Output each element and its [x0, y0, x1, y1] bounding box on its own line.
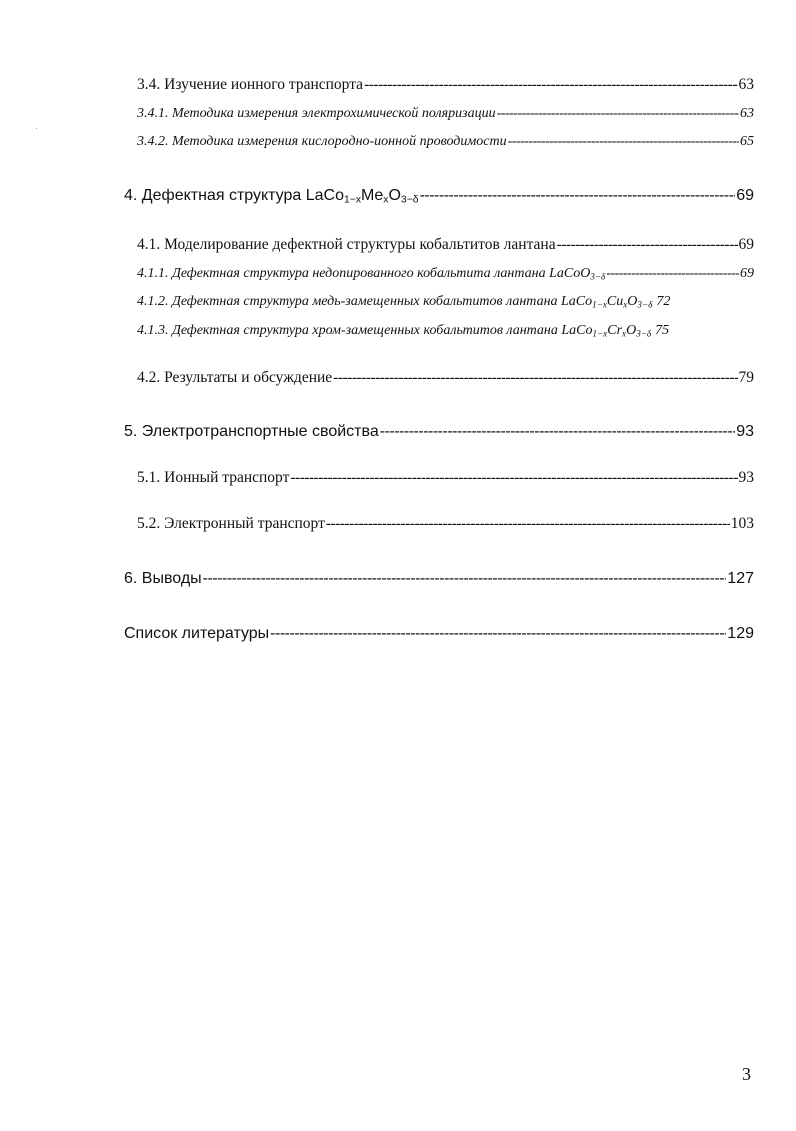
toc-entry-4-1[interactable] [137, 236, 754, 254]
toc-entry-label: 6. Выводы [124, 570, 202, 587]
toc-entry-label: 3.4.1. Методика измерения электрохимической поляризации [137, 106, 496, 121]
toc-entry-label: 3.4. Изучение ионного транспорта [137, 76, 364, 93]
toc-entry-page: 79 [738, 369, 754, 386]
toc-entry-label: 5.2. Электронный транспорт [137, 515, 325, 532]
toc-entry-page: 93 [738, 469, 754, 486]
dot-leader [508, 134, 739, 150]
scan-speck [36, 128, 37, 129]
toc-entry-label: 5. Электротранспортные свойства [124, 423, 379, 440]
dot-leader [364, 76, 737, 94]
toc-entry-label: 4.1. Моделирование дефектной структуры кобальтитов лантана [137, 236, 556, 253]
dot-leader [290, 469, 737, 487]
toc-entry-4-2[interactable] [137, 369, 754, 387]
toc-entry-4-1-3[interactable] [137, 323, 754, 339]
toc-entry-page: 129 [727, 625, 754, 642]
toc-entry-label: 5.1. Ионный транспорт [137, 469, 290, 486]
dot-leader [333, 369, 737, 387]
toc-entry-3-4[interactable] [137, 76, 754, 94]
toc-entry-page: 69 [740, 266, 754, 281]
dot-leader [420, 187, 736, 205]
toc-entry-page: 65 [740, 134, 754, 149]
toc-entry-bibliography[interactable] [124, 625, 754, 643]
page-number: 3 [742, 1064, 751, 1084]
toc-entry-page: 72 [656, 294, 671, 309]
toc-entry-page: 93 [736, 423, 754, 440]
dot-leader [606, 266, 739, 282]
toc-entry-label: 4. Дефектная структура $LaCo_{1-x}Me_xO_{3-\delta}$ [124, 187, 419, 206]
toc-entry-3-4-2[interactable] [137, 134, 754, 150]
toc-entry-page: 103 [730, 515, 754, 532]
toc-entry-page: 63 [738, 76, 754, 93]
toc-entry-4-1-2[interactable] [137, 294, 754, 310]
toc-entry-label: 3.4.2. Методика измерения кислородно-ионной проводимости [137, 134, 507, 149]
toc-entry-page: 75 [655, 323, 670, 338]
toc-entry-label: 4.2. Результаты и обсуждение [137, 369, 333, 386]
toc-entry-3-4-1[interactable] [137, 106, 754, 122]
dot-leader [380, 423, 735, 441]
toc-entry-page: 69 [738, 236, 754, 253]
dot-leader [497, 106, 739, 122]
toc-entry-label: 4.1.2. Дефектная структура медь-замещенных кобальтитов лантана $LaCo_{1-x}Cu_xO_{3-\delta}$ [137, 294, 653, 310]
toc-entry-6[interactable] [124, 570, 754, 588]
dot-leader [203, 570, 727, 588]
toc-entry-5[interactable] [124, 423, 754, 441]
dot-leader [270, 625, 726, 643]
toc-entry-label: 4.1.1. Дефектная структура недопированного кобальтита лантана LaCoO$_{3-\delta}$ [137, 266, 606, 282]
dot-leader [557, 236, 738, 254]
toc-entry-5-1[interactable] [137, 469, 754, 487]
toc-entry-5-2[interactable] [137, 515, 754, 533]
toc-entry-label: Список литературы [124, 625, 270, 642]
toc-entry-4-1-1[interactable] [137, 266, 754, 282]
toc-entry-page: 63 [740, 106, 754, 121]
toc-entry-label: 4.1.3. Дефектная структура хром-замещенных кобальтитов лантана $LaCo_{1-x}Cr_xO_{3-\delta}$ [137, 323, 652, 339]
toc-entry-page: 69 [736, 187, 754, 204]
dot-leader [326, 515, 730, 533]
toc-entry-4[interactable] [124, 187, 754, 205]
toc-entry-page: 127 [727, 570, 754, 587]
